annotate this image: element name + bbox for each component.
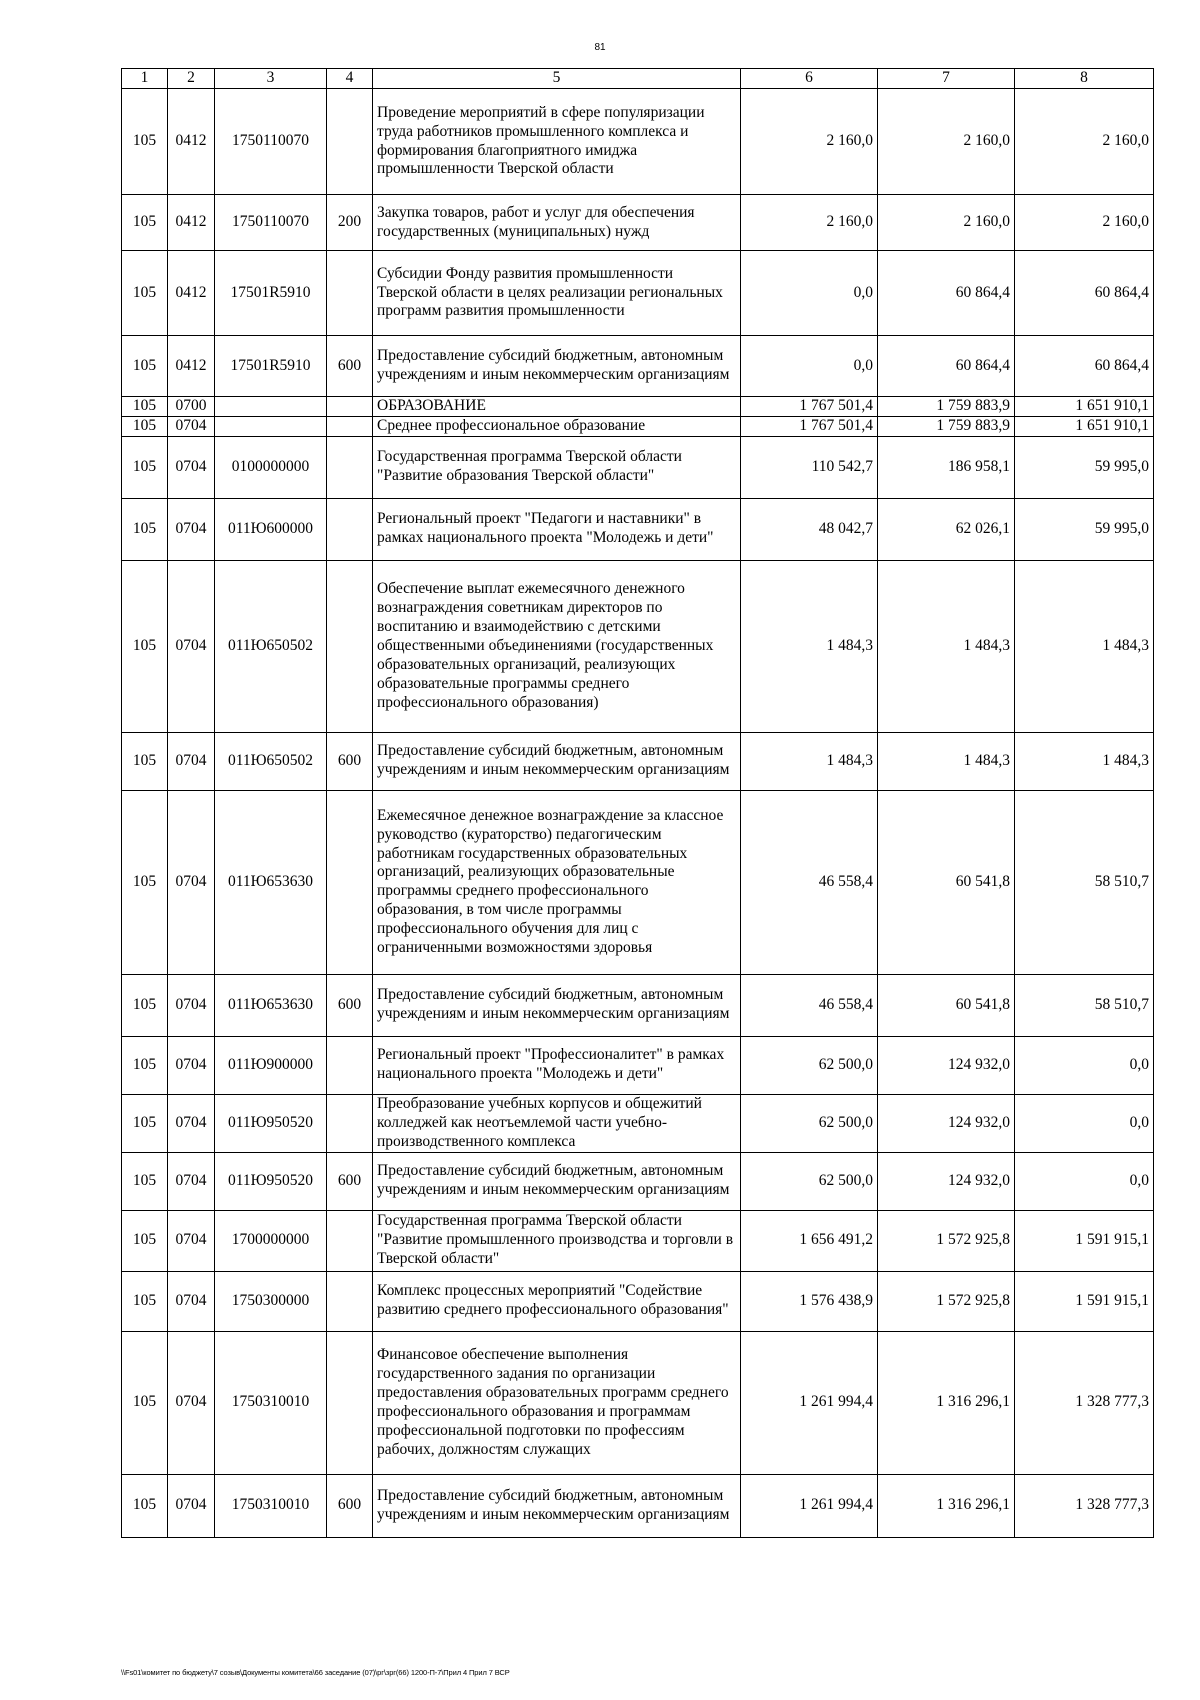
- cell-amount-col8: 2 160,0: [1015, 89, 1154, 195]
- cell-department-code: 105: [122, 251, 168, 336]
- cell-amount-col7: 1 572 925,8: [878, 1210, 1015, 1271]
- cell-expense-type: [327, 1331, 373, 1474]
- cell-amount-col7: 62 026,1: [878, 498, 1015, 560]
- cell-target-article: 011Ю650502: [215, 560, 327, 732]
- cell-target-article: 011Ю900000: [215, 1036, 327, 1094]
- table-row: [122, 790, 1154, 974]
- cell-amount-col8: 1 591 915,1: [1015, 1271, 1154, 1331]
- cell-target-article: 011Ю950520: [215, 1152, 327, 1210]
- cell-section-code: 0704: [168, 436, 215, 498]
- cell-description: Региональный проект "Педагоги и наставники" в рамках национального проекта "Молодежь и дети": [373, 498, 741, 560]
- cell-target-article: 0100000000: [215, 436, 327, 498]
- cell-amount-col6: 1 484,3: [741, 732, 878, 790]
- cell-amount-col8: 60 864,4: [1015, 336, 1154, 397]
- cell-target-article: 1750310010: [215, 1331, 327, 1474]
- cell-amount-col7: 124 932,0: [878, 1094, 1015, 1152]
- column-number: 4: [327, 69, 373, 89]
- table-row: [122, 732, 1154, 790]
- cell-department-code: 105: [122, 397, 168, 417]
- cell-description: Предоставление субсидий бюджетным, автономным учреждениям и иным некоммерческим организациям: [373, 732, 741, 790]
- column-number: 6: [741, 69, 878, 89]
- cell-department-code: 105: [122, 790, 168, 974]
- cell-department-code: 105: [122, 732, 168, 790]
- cell-department-code: 105: [122, 416, 168, 436]
- cell-department-code: 105: [122, 560, 168, 732]
- column-number: 7: [878, 69, 1015, 89]
- cell-target-article: 011Ю650502: [215, 732, 327, 790]
- cell-amount-col8: 1 484,3: [1015, 732, 1154, 790]
- cell-amount-col8: 1 591 915,1: [1015, 1210, 1154, 1271]
- cell-amount-col6: 1 261 994,4: [741, 1474, 878, 1537]
- table-row: [122, 1094, 1154, 1152]
- cell-amount-col7: 2 160,0: [878, 89, 1015, 195]
- cell-description: Региональный проект "Профессионалитет" в рамках национального проекта "Молодежь и дети": [373, 1036, 741, 1094]
- cell-section-code: 0412: [168, 251, 215, 336]
- table-row: [122, 89, 1154, 195]
- table-row: [122, 1036, 1154, 1094]
- table-row: [122, 195, 1154, 251]
- cell-expense-type: [327, 436, 373, 498]
- cell-department-code: 105: [122, 1036, 168, 1094]
- cell-amount-col6: 48 042,7: [741, 498, 878, 560]
- cell-expense-type: 600: [327, 974, 373, 1036]
- cell-amount-col6: 1 767 501,4: [741, 416, 878, 436]
- cell-section-code: 0412: [168, 195, 215, 251]
- cell-section-code: 0700: [168, 397, 215, 417]
- cell-amount-col8: 0,0: [1015, 1152, 1154, 1210]
- cell-expense-type: [327, 416, 373, 436]
- cell-description: Комплекс процессных мероприятий "Содействие развитию среднего профессионального образования": [373, 1271, 741, 1331]
- cell-section-code: 0412: [168, 336, 215, 397]
- column-number: 8: [1015, 69, 1154, 89]
- cell-amount-col6: 0,0: [741, 336, 878, 397]
- page-number: 81: [594, 42, 606, 53]
- cell-description: Предоставление субсидий бюджетным, автономным учреждениям и иным некоммерческим организациям: [373, 1474, 741, 1537]
- cell-description: Предоставление субсидий бюджетным, автономным учреждениям и иным некоммерческим организациям: [373, 974, 741, 1036]
- cell-description: Предоставление субсидий бюджетным, автономным учреждениям и иным некоммерческим организациям: [373, 1152, 741, 1210]
- cell-expense-type: [327, 790, 373, 974]
- cell-amount-col8: 0,0: [1015, 1094, 1154, 1152]
- cell-expense-type: [327, 397, 373, 417]
- cell-amount-col6: 46 558,4: [741, 790, 878, 974]
- cell-description: Субсидии Фонду развития промышленности Тверской области в целях реализации региональных программ развития промышленности: [373, 251, 741, 336]
- cell-amount-col8: 1 328 777,3: [1015, 1474, 1154, 1537]
- footer-file-path: \\Fs01\комитет по бюджету\7 созыв\Документы комитета\66 заседание (07)\рг\зрг(66) 1200-П-7\Прил 4 Прил 7 ВСР: [121, 1668, 510, 1677]
- cell-amount-col7: 60 864,4: [878, 251, 1015, 336]
- cell-target-article: 011Ю653630: [215, 790, 327, 974]
- cell-department-code: 105: [122, 436, 168, 498]
- cell-amount-col6: 2 160,0: [741, 89, 878, 195]
- cell-section-code: 0704: [168, 732, 215, 790]
- cell-description: Среднее профессиональное образование: [373, 416, 741, 436]
- cell-section-code: 0704: [168, 790, 215, 974]
- cell-section-code: 0704: [168, 1331, 215, 1474]
- column-number: 5: [373, 69, 741, 89]
- cell-amount-col7: 124 932,0: [878, 1036, 1015, 1094]
- cell-section-code: 0704: [168, 1152, 215, 1210]
- cell-expense-type: [327, 89, 373, 195]
- table-row: [122, 397, 1154, 417]
- cell-description: Финансовое обеспечение выполнения государственного задания по организации предоставления образовательных программ среднего профессионального образования и программам профессиональной подготовки по профессиям рабочих, должностям служащих: [373, 1331, 741, 1474]
- table-row: [122, 416, 1154, 436]
- cell-amount-col7: 186 958,1: [878, 436, 1015, 498]
- cell-description: Обеспечение выплат ежемесячного денежного вознаграждения советникам директоров по воспитанию и взаимодействию с детскими общественными объединениями (государственных образовательных организаций, реализующих образовательные программы среднего профессионального образования): [373, 560, 741, 732]
- cell-department-code: 105: [122, 1474, 168, 1537]
- cell-department-code: 105: [122, 89, 168, 195]
- cell-target-article: 1750310010: [215, 1474, 327, 1537]
- cell-expense-type: [327, 560, 373, 732]
- cell-amount-col8: 1 651 910,1: [1015, 397, 1154, 417]
- cell-section-code: 0704: [168, 416, 215, 436]
- cell-amount-col6: 62 500,0: [741, 1094, 878, 1152]
- cell-amount-col6: 1 261 994,4: [741, 1331, 878, 1474]
- cell-target-article: 1750300000: [215, 1271, 327, 1331]
- cell-description: Государственная программа Тверской области "Развитие образования Тверской области": [373, 436, 741, 498]
- cell-department-code: 105: [122, 498, 168, 560]
- cell-department-code: 105: [122, 336, 168, 397]
- cell-description: ОБРАЗОВАНИЕ: [373, 397, 741, 417]
- cell-department-code: 105: [122, 1152, 168, 1210]
- cell-expense-type: [327, 1036, 373, 1094]
- column-number: 2: [168, 69, 215, 89]
- cell-target-article: 17501R5910: [215, 336, 327, 397]
- cell-amount-col7: 1 484,3: [878, 732, 1015, 790]
- cell-amount-col7: 1 316 296,1: [878, 1331, 1015, 1474]
- cell-amount-col6: 62 500,0: [741, 1036, 878, 1094]
- cell-department-code: 105: [122, 195, 168, 251]
- cell-amount-col6: 62 500,0: [741, 1152, 878, 1210]
- cell-amount-col7: 1 759 883,9: [878, 397, 1015, 417]
- cell-target-article: 1700000000: [215, 1210, 327, 1271]
- budget-table: [121, 68, 1154, 1538]
- cell-description: Проведение мероприятий в сфере популяризации труда работников промышленного комплекса и формирования благоприятного имиджа промышленности Тверской области: [373, 89, 741, 195]
- cell-amount-col8: 0,0: [1015, 1036, 1154, 1094]
- cell-amount-col8: 59 995,0: [1015, 498, 1154, 560]
- cell-department-code: 105: [122, 1331, 168, 1474]
- cell-expense-type: [327, 1094, 373, 1152]
- cell-description: Государственная программа Тверской области "Развитие промышленного производства и торговли в Тверской области": [373, 1210, 741, 1271]
- cell-amount-col6: 0,0: [741, 251, 878, 336]
- cell-amount-col6: 46 558,4: [741, 974, 878, 1036]
- cell-amount-col8: 59 995,0: [1015, 436, 1154, 498]
- cell-amount-col8: 1 484,3: [1015, 560, 1154, 732]
- cell-amount-col6: 110 542,7: [741, 436, 878, 498]
- cell-section-code: 0704: [168, 1036, 215, 1094]
- cell-section-code: 0704: [168, 1474, 215, 1537]
- cell-amount-col6: 1 767 501,4: [741, 397, 878, 417]
- cell-target-article: [215, 416, 327, 436]
- table-row: [122, 251, 1154, 336]
- cell-amount-col8: 58 510,7: [1015, 974, 1154, 1036]
- cell-amount-col8: 60 864,4: [1015, 251, 1154, 336]
- cell-expense-type: [327, 498, 373, 560]
- cell-amount-col8: 58 510,7: [1015, 790, 1154, 974]
- table-row: [122, 1152, 1154, 1210]
- column-number: 3: [215, 69, 327, 89]
- cell-section-code: 0704: [168, 1094, 215, 1152]
- cell-amount-col7: 1 484,3: [878, 560, 1015, 732]
- cell-target-article: 1750110070: [215, 89, 327, 195]
- table-row: [122, 498, 1154, 560]
- cell-amount-col7: 60 541,8: [878, 974, 1015, 1036]
- cell-expense-type: 600: [327, 732, 373, 790]
- cell-amount-col7: 1 759 883,9: [878, 416, 1015, 436]
- cell-expense-type: [327, 1271, 373, 1331]
- cell-expense-type: 600: [327, 1474, 373, 1537]
- cell-section-code: 0704: [168, 974, 215, 1036]
- table-body: [122, 89, 1154, 1538]
- cell-target-article: 011Ю950520: [215, 1094, 327, 1152]
- cell-amount-col6: 1 656 491,2: [741, 1210, 878, 1271]
- cell-expense-type: [327, 251, 373, 336]
- cell-amount-col6: 2 160,0: [741, 195, 878, 251]
- cell-amount-col7: 60 864,4: [878, 336, 1015, 397]
- cell-target-article: 011Ю653630: [215, 974, 327, 1036]
- cell-amount-col7: 1 316 296,1: [878, 1474, 1015, 1537]
- cell-expense-type: 200: [327, 195, 373, 251]
- table-row: [122, 1474, 1154, 1537]
- cell-description: Преобразование учебных корпусов и общежитий колледжей как неотъемлемой части учебно-производственного комплекса: [373, 1094, 741, 1152]
- cell-amount-col8: 1 328 777,3: [1015, 1331, 1154, 1474]
- table-row: [122, 336, 1154, 397]
- cell-department-code: 105: [122, 974, 168, 1036]
- cell-expense-type: 600: [327, 336, 373, 397]
- cell-section-code: 0704: [168, 498, 215, 560]
- cell-target-article: 011Ю600000: [215, 498, 327, 560]
- cell-section-code: 0412: [168, 89, 215, 195]
- cell-target-article: 17501R5910: [215, 251, 327, 336]
- cell-expense-type: [327, 1210, 373, 1271]
- cell-amount-col7: 124 932,0: [878, 1152, 1015, 1210]
- table-row: [122, 560, 1154, 732]
- cell-department-code: 105: [122, 1271, 168, 1331]
- cell-amount-col8: 1 651 910,1: [1015, 416, 1154, 436]
- cell-amount-col8: 2 160,0: [1015, 195, 1154, 251]
- table-row: [122, 436, 1154, 498]
- cell-amount-col6: 1 484,3: [741, 560, 878, 732]
- column-number: 1: [122, 69, 168, 89]
- cell-target-article: 1750110070: [215, 195, 327, 251]
- cell-description: Предоставление субсидий бюджетным, автономным учреждениям и иным некоммерческим организациям: [373, 336, 741, 397]
- table-row: [122, 1210, 1154, 1271]
- cell-expense-type: 600: [327, 1152, 373, 1210]
- table-row: [122, 974, 1154, 1036]
- cell-description: Ежемесячное денежное вознаграждение за классное руководство (кураторство) педагогическим работникам государственных образовательных организаций, реализующих образовательные программы среднего профессионального образования, в том числе программы профессионального обучения для лиц с ограниченными возможностями здоровья: [373, 790, 741, 974]
- table-row: [122, 1271, 1154, 1331]
- cell-amount-col7: 2 160,0: [878, 195, 1015, 251]
- cell-amount-col7: 1 572 925,8: [878, 1271, 1015, 1331]
- cell-amount-col7: 60 541,8: [878, 790, 1015, 974]
- cell-department-code: 105: [122, 1210, 168, 1271]
- cell-department-code: 105: [122, 1094, 168, 1152]
- cell-amount-col6: 1 576 438,9: [741, 1271, 878, 1331]
- cell-description: Закупка товаров, работ и услуг для обеспечения государственных (муниципальных) нужд: [373, 195, 741, 251]
- column-number-row: [122, 69, 1154, 89]
- cell-target-article: [215, 397, 327, 417]
- cell-section-code: 0704: [168, 560, 215, 732]
- table-row: [122, 1331, 1154, 1474]
- cell-section-code: 0704: [168, 1271, 215, 1331]
- cell-section-code: 0704: [168, 1210, 215, 1271]
